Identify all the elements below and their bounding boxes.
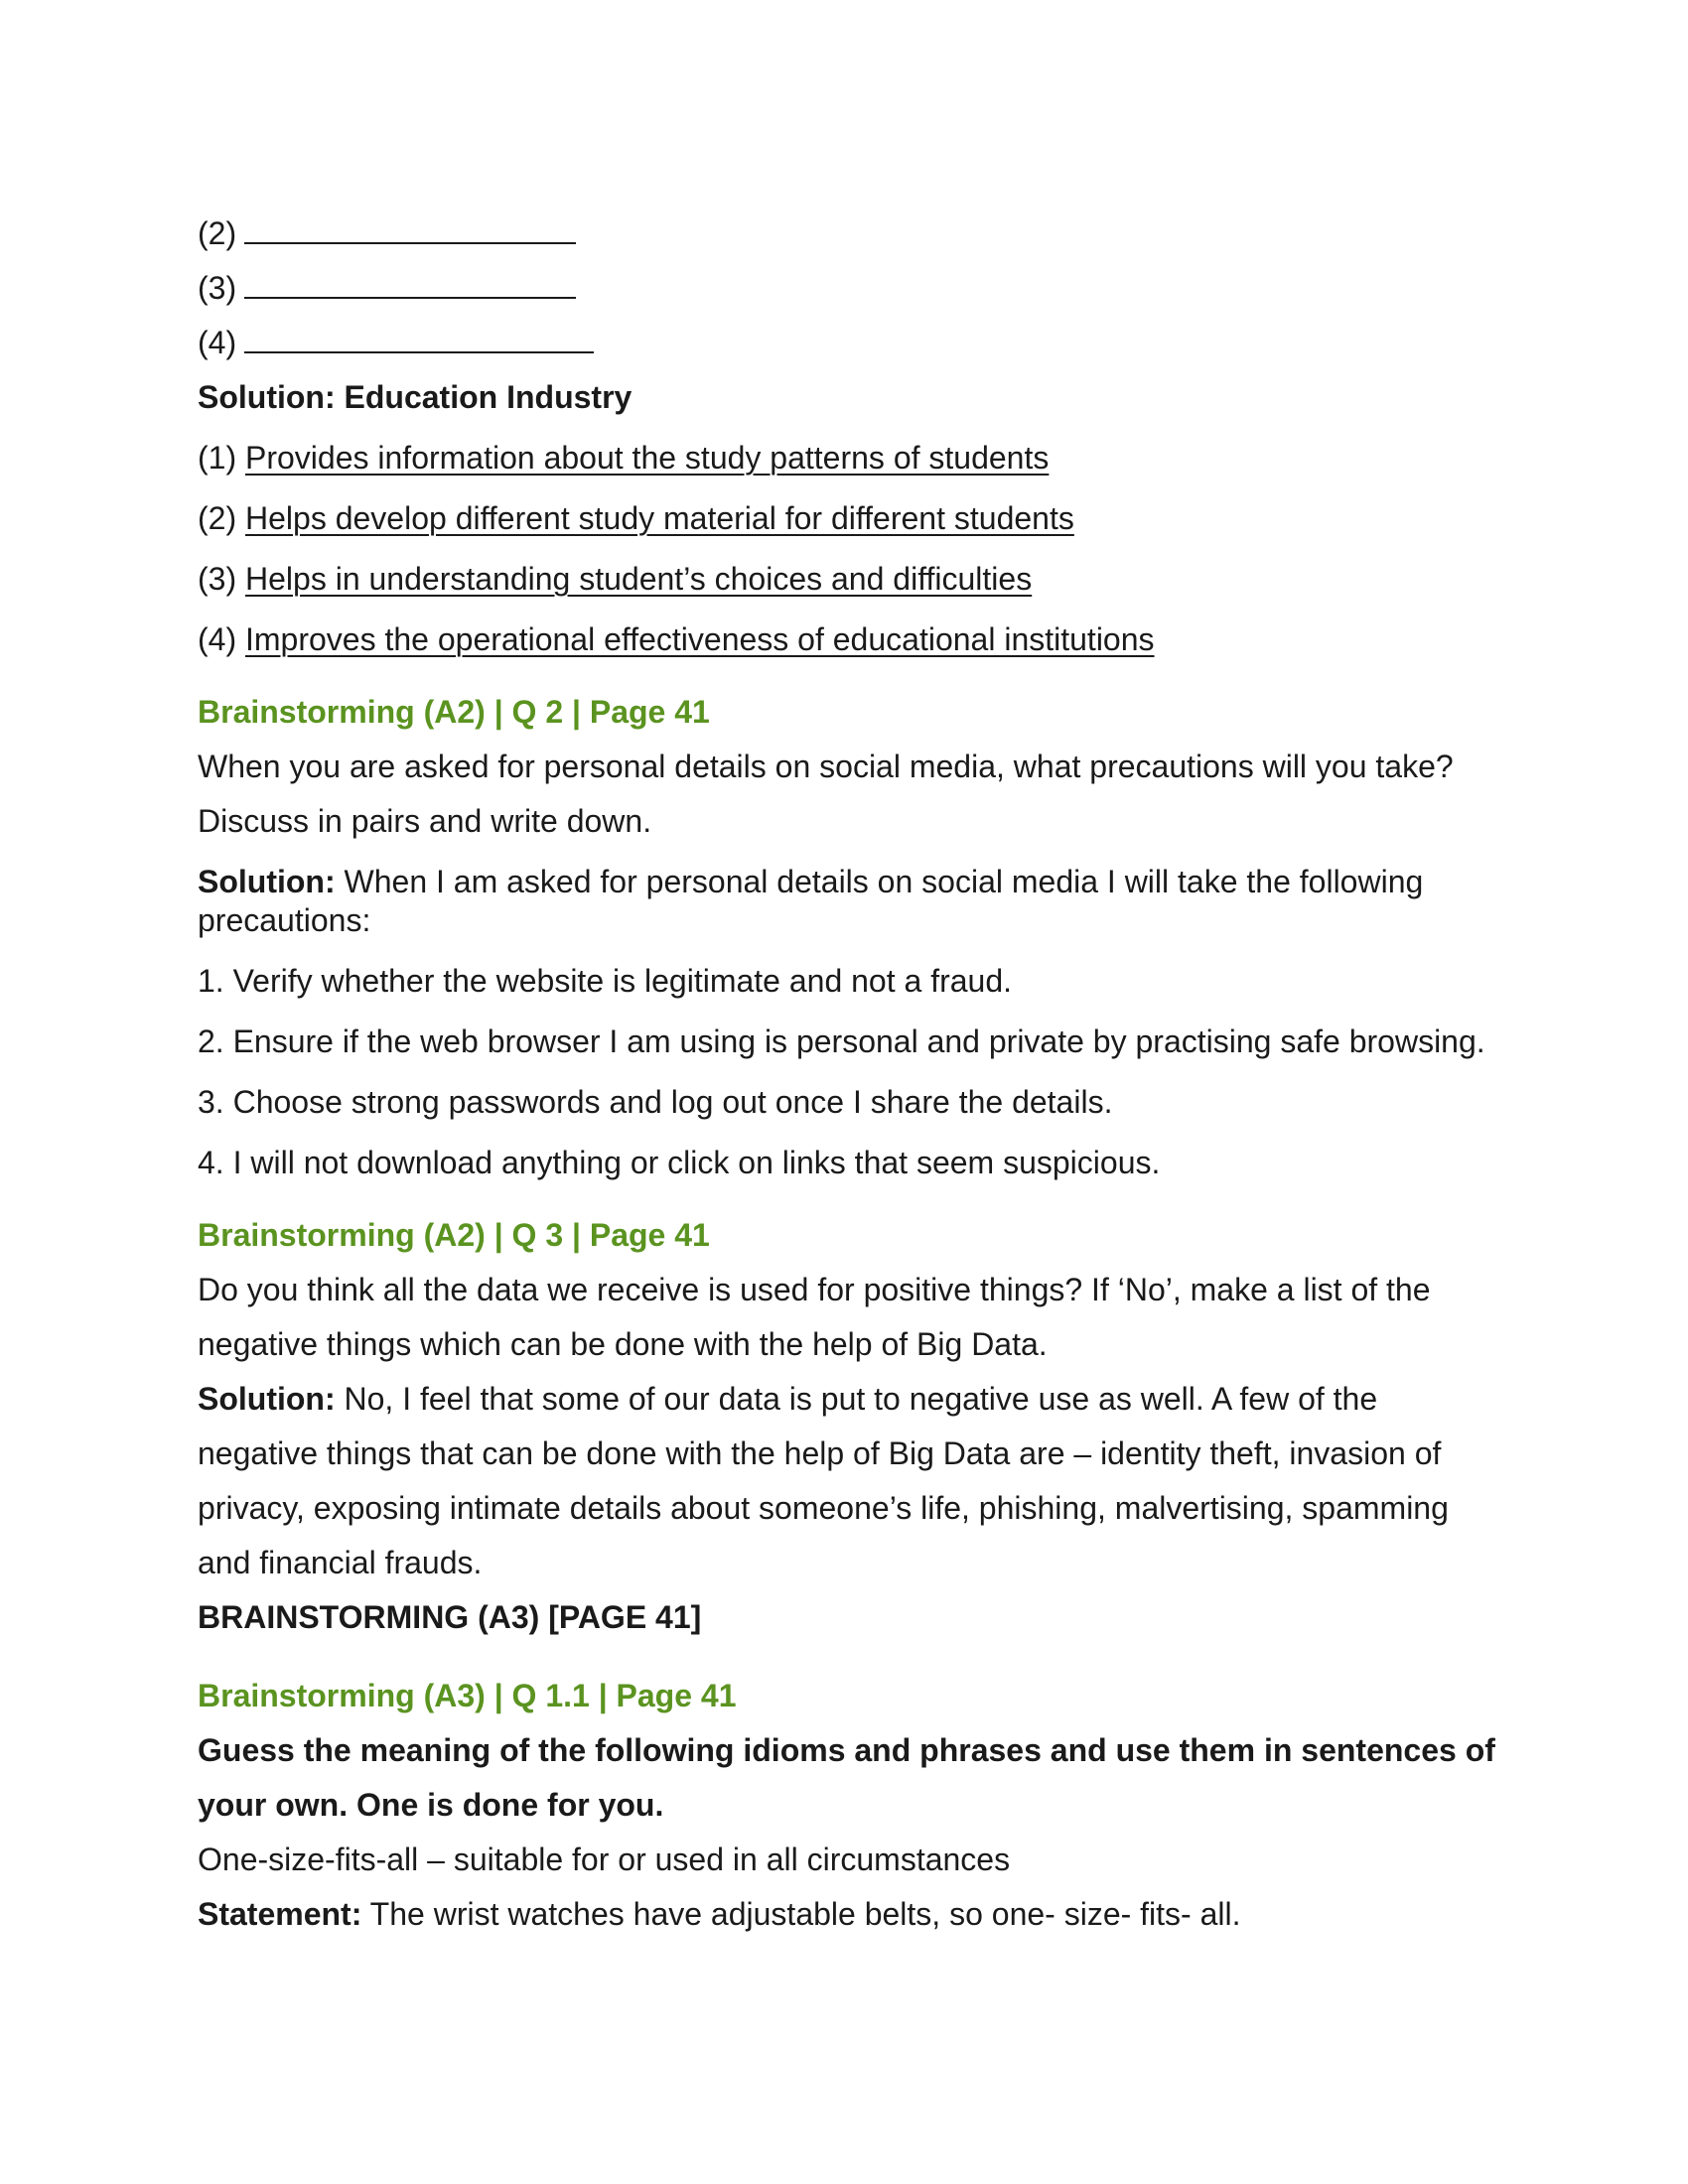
- blank-underline: [244, 261, 576, 299]
- precaution-item: 1. Verify whether the website is legitimate and not a fraud.: [198, 963, 1013, 999]
- answer-number: (3): [198, 561, 237, 597]
- answer-item: [198, 613, 1498, 667]
- instruction-text: Guess the meaning of the following idioms and phrases and use them in sentences of your own. One is done for you.: [198, 1732, 1495, 1823]
- precaution-item: 2. Ensure if the web browser I am using is personal and private by practising safe browsing.: [198, 1024, 1485, 1059]
- answer-number: (2): [198, 500, 237, 536]
- question-heading: Brainstorming (A3) | Q 1.1 | Page 41: [198, 1678, 737, 1713]
- question-heading: Brainstorming (A2) | Q 2 | Page 41: [198, 694, 710, 730]
- statement-label: Statement:: [198, 1896, 362, 1932]
- blank-number: (4): [198, 325, 237, 360]
- section-title: BRAINSTORMING (A3) [PAGE 41]: [198, 1599, 702, 1635]
- answer-number: (4): [198, 621, 237, 657]
- precaution-item: 3. Choose strong passwords and log out once I share the details.: [198, 1084, 1113, 1120]
- solution-label: Solution:: [198, 864, 336, 899]
- question-heading: Brainstorming (A2) | Q 3 | Page 41: [198, 1217, 710, 1253]
- answer-item: [198, 491, 1498, 546]
- solution-paragraph: [198, 1372, 1498, 1590]
- blank-underline: [244, 206, 576, 244]
- idiom-meaning: One-size-fits-all – suitable for or used in all circumstances: [198, 1842, 1011, 1877]
- precaution-item: 4. I will not download anything or click on links that seem suspicious.: [198, 1145, 1161, 1180]
- solution-label: Solution:: [198, 1381, 336, 1417]
- answer-number: (1): [198, 440, 237, 476]
- statement-paragraph: [198, 1887, 1498, 1942]
- answer-text: Helps in understanding student’s choices and difficulties: [245, 561, 1033, 597]
- solution-paragraph: [198, 855, 1498, 948]
- answer-text: Provides information about the study patterns of students: [245, 440, 1050, 476]
- blank-line: [198, 316, 1498, 370]
- statement-text: The wrist watches have adjustable belts, so one- size- fits- all.: [361, 1896, 1241, 1932]
- answer-item: [198, 552, 1498, 607]
- solution-heading: Solution: Education Industry: [198, 379, 633, 415]
- blank-underline: [244, 316, 594, 353]
- solution-text: No, I feel that some of our data is put to negative use as well. A few of the negative things that can be done with the help of Big Data are – identity theft, invasion of privacy, exposing intimate details about someone’s life, phishing, malvertising, spamming and financial frauds.: [198, 1381, 1449, 1580]
- document-page: [198, 206, 1498, 1942]
- answer-item: [198, 431, 1498, 485]
- answer-text: Improves the operational effectiveness of educational institutions: [245, 621, 1155, 657]
- answer-text: Helps develop different study material for different students: [245, 500, 1074, 536]
- blank-number: (3): [198, 270, 237, 306]
- blank-line: [198, 261, 1498, 316]
- question-text: When you are asked for personal details on social media, what precautions will you take? Discuss in pairs and write down.: [198, 749, 1454, 839]
- question-text: Do you think all the data we receive is used for positive things? If ‘No’, make a list of the negative things which can be done with the help of Big Data.: [198, 1272, 1431, 1362]
- blank-line: [198, 206, 1498, 261]
- solution-text: When I am asked for personal details on social media I will take the following precautions:: [198, 864, 1424, 938]
- blank-number: (2): [198, 215, 237, 251]
